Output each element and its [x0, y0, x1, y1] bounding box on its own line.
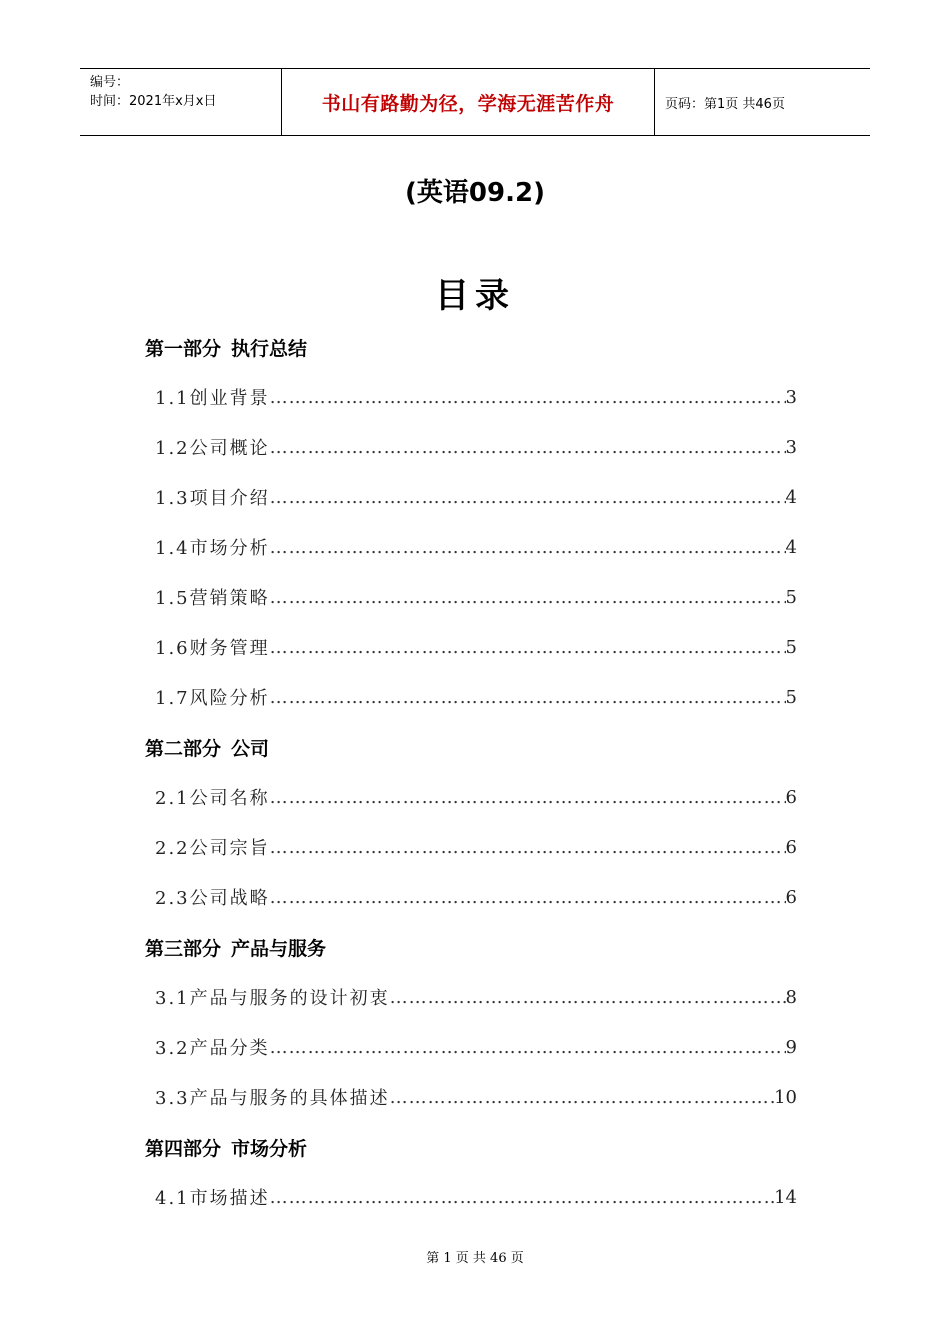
toc-entry-number: 4.1 — [155, 1188, 190, 1209]
toc-dot-leader — [270, 1037, 786, 1058]
toc-entry-label — [155, 1184, 270, 1210]
toc-entry-page-number: 3 — [785, 436, 797, 458]
page-footer: 第 1 页 共 46 页 — [426, 1251, 524, 1266]
toc-entry[interactable] — [155, 1022, 797, 1072]
toc-entry-title: 市场描述 — [189, 1188, 270, 1209]
toc-entry-number: 1.1 — [155, 388, 190, 409]
toc-dot-leader — [390, 987, 786, 1008]
toc-entry-page-number: 5 — [785, 636, 797, 658]
toc-entry-page-number: 3 — [785, 386, 797, 408]
toc-entry[interactable] — [155, 622, 797, 672]
toc-part-number: 第一部分 — [145, 337, 222, 360]
toc-entry-label — [155, 684, 270, 710]
toc-entry-number: 3.3 — [155, 1088, 190, 1109]
toc-heading: 目录 — [435, 276, 515, 316]
header-motto-cell — [282, 69, 655, 135]
toc-dot-leader — [270, 787, 786, 808]
toc-entry-number: 1.6 — [155, 638, 190, 659]
toc-part-heading[interactable] — [145, 1122, 805, 1172]
toc-entry-title: 市场分析 — [189, 538, 270, 559]
toc-entry-label — [155, 584, 270, 610]
toc-entry-label — [155, 534, 270, 560]
toc-entry-title: 产品分类 — [189, 1038, 270, 1059]
toc-dot-leader — [270, 637, 786, 658]
toc-entry-number: 2.3 — [155, 888, 190, 909]
toc-entry-number: 1.7 — [155, 688, 190, 709]
toc-entry-title: 公司战略 — [189, 888, 270, 909]
toc-entry[interactable] — [155, 572, 797, 622]
toc-part-title: 执行总结 — [231, 337, 308, 360]
toc-part-heading[interactable] — [145, 722, 805, 772]
toc-entry-page-number: 6 — [785, 836, 797, 858]
toc-entry-number: 3.1 — [155, 988, 190, 1009]
toc-entry-title: 公司宗旨 — [189, 838, 270, 859]
toc-part-title: 公司 — [231, 737, 270, 760]
toc-entry-page-number: 9 — [785, 1036, 797, 1058]
toc-part-number: 第三部分 — [145, 937, 222, 960]
toc-entry-title: 项目介绍 — [189, 488, 270, 509]
header-number-label: 编号： — [90, 75, 130, 90]
toc-entry-title: 产品与服务的具体描述 — [189, 1088, 390, 1109]
header-page-info: 页码：第1页 共46页 — [665, 96, 785, 112]
toc-entry-number: 3.2 — [155, 1038, 190, 1059]
toc-entry[interactable] — [155, 472, 797, 522]
toc-dot-leader — [270, 837, 786, 858]
toc-entry-page-number: 14 — [774, 1186, 797, 1208]
document-title: (英语09.2) — [405, 178, 545, 208]
toc-entry-page-number: 4 — [785, 486, 797, 508]
toc-entry-page-number: 5 — [785, 686, 797, 708]
toc-entry-page-number: 6 — [785, 886, 797, 908]
toc-entry-page-number: 5 — [785, 586, 797, 608]
toc-entry-label — [155, 384, 270, 410]
toc-entry-title: 营销策略 — [189, 588, 270, 609]
toc-entry-label — [155, 784, 270, 810]
toc-entry-label — [155, 1084, 390, 1110]
toc-entry[interactable] — [155, 672, 797, 722]
toc-entry[interactable] — [155, 772, 797, 822]
toc-part-heading[interactable] — [145, 322, 805, 372]
toc-entry[interactable] — [155, 422, 797, 472]
toc-entry[interactable] — [155, 822, 797, 872]
toc-part-number: 第二部分 — [145, 737, 222, 760]
toc-dot-leader — [270, 387, 786, 408]
toc-entry-page-number: 6 — [785, 786, 797, 808]
toc-entry-title: 公司概论 — [189, 438, 270, 459]
toc-entry[interactable] — [155, 1072, 797, 1122]
toc-entry-title: 公司名称 — [189, 788, 270, 809]
toc-entry-label — [155, 984, 390, 1010]
toc-dot-leader — [270, 687, 786, 708]
toc-dot-leader — [270, 587, 786, 608]
toc-entry[interactable] — [155, 372, 797, 422]
header-meta — [80, 69, 282, 135]
toc-entry-label — [155, 1034, 270, 1060]
toc-entry-title: 风险分析 — [189, 688, 270, 709]
toc-entry[interactable] — [155, 1172, 797, 1222]
toc-dot-leader — [390, 1087, 774, 1108]
toc-entry-number: 1.3 — [155, 488, 190, 509]
toc-entry-number: 1.5 — [155, 588, 190, 609]
toc-entry[interactable] — [155, 872, 797, 922]
toc-entry-label — [155, 484, 270, 510]
toc-dot-leader — [270, 887, 786, 908]
toc-entry-number: 2.2 — [155, 838, 190, 859]
header-motto: 书山有路勤为径，学海无涯苦作舟 — [321, 92, 615, 115]
toc-dot-leader — [270, 1187, 774, 1208]
toc-part-number: 第四部分 — [145, 1137, 222, 1160]
page-header — [80, 68, 870, 136]
toc-entry-title: 产品与服务的设计初衷 — [189, 988, 390, 1009]
toc-entry-page-number: 8 — [785, 986, 797, 1008]
toc-part-title: 市场分析 — [231, 1137, 308, 1160]
toc-entry-label — [155, 884, 270, 910]
toc-dot-leader — [270, 487, 786, 508]
toc-entry-label — [155, 434, 270, 460]
toc-entry-label — [155, 834, 270, 860]
toc-entry[interactable] — [155, 972, 797, 1022]
toc-entry-number: 2.1 — [155, 788, 190, 809]
toc-entry-number: 1.4 — [155, 538, 190, 559]
toc-dot-leader — [270, 537, 786, 558]
toc-entry-page-number: 10 — [774, 1086, 797, 1108]
toc-part-title: 产品与服务 — [231, 937, 327, 960]
toc-entry-number: 1.2 — [155, 438, 190, 459]
header-time-label: 时间：2021年x月x日 — [90, 94, 217, 109]
toc-entry-title: 创业背景 — [189, 388, 270, 409]
toc-part-heading[interactable] — [145, 922, 805, 972]
toc-entry-title: 财务管理 — [189, 638, 270, 659]
table-of-contents — [145, 322, 805, 1222]
toc-entry[interactable] — [155, 522, 797, 572]
toc-entry-page-number: 4 — [785, 536, 797, 558]
toc-dot-leader — [270, 437, 786, 458]
toc-entry-label — [155, 634, 270, 660]
